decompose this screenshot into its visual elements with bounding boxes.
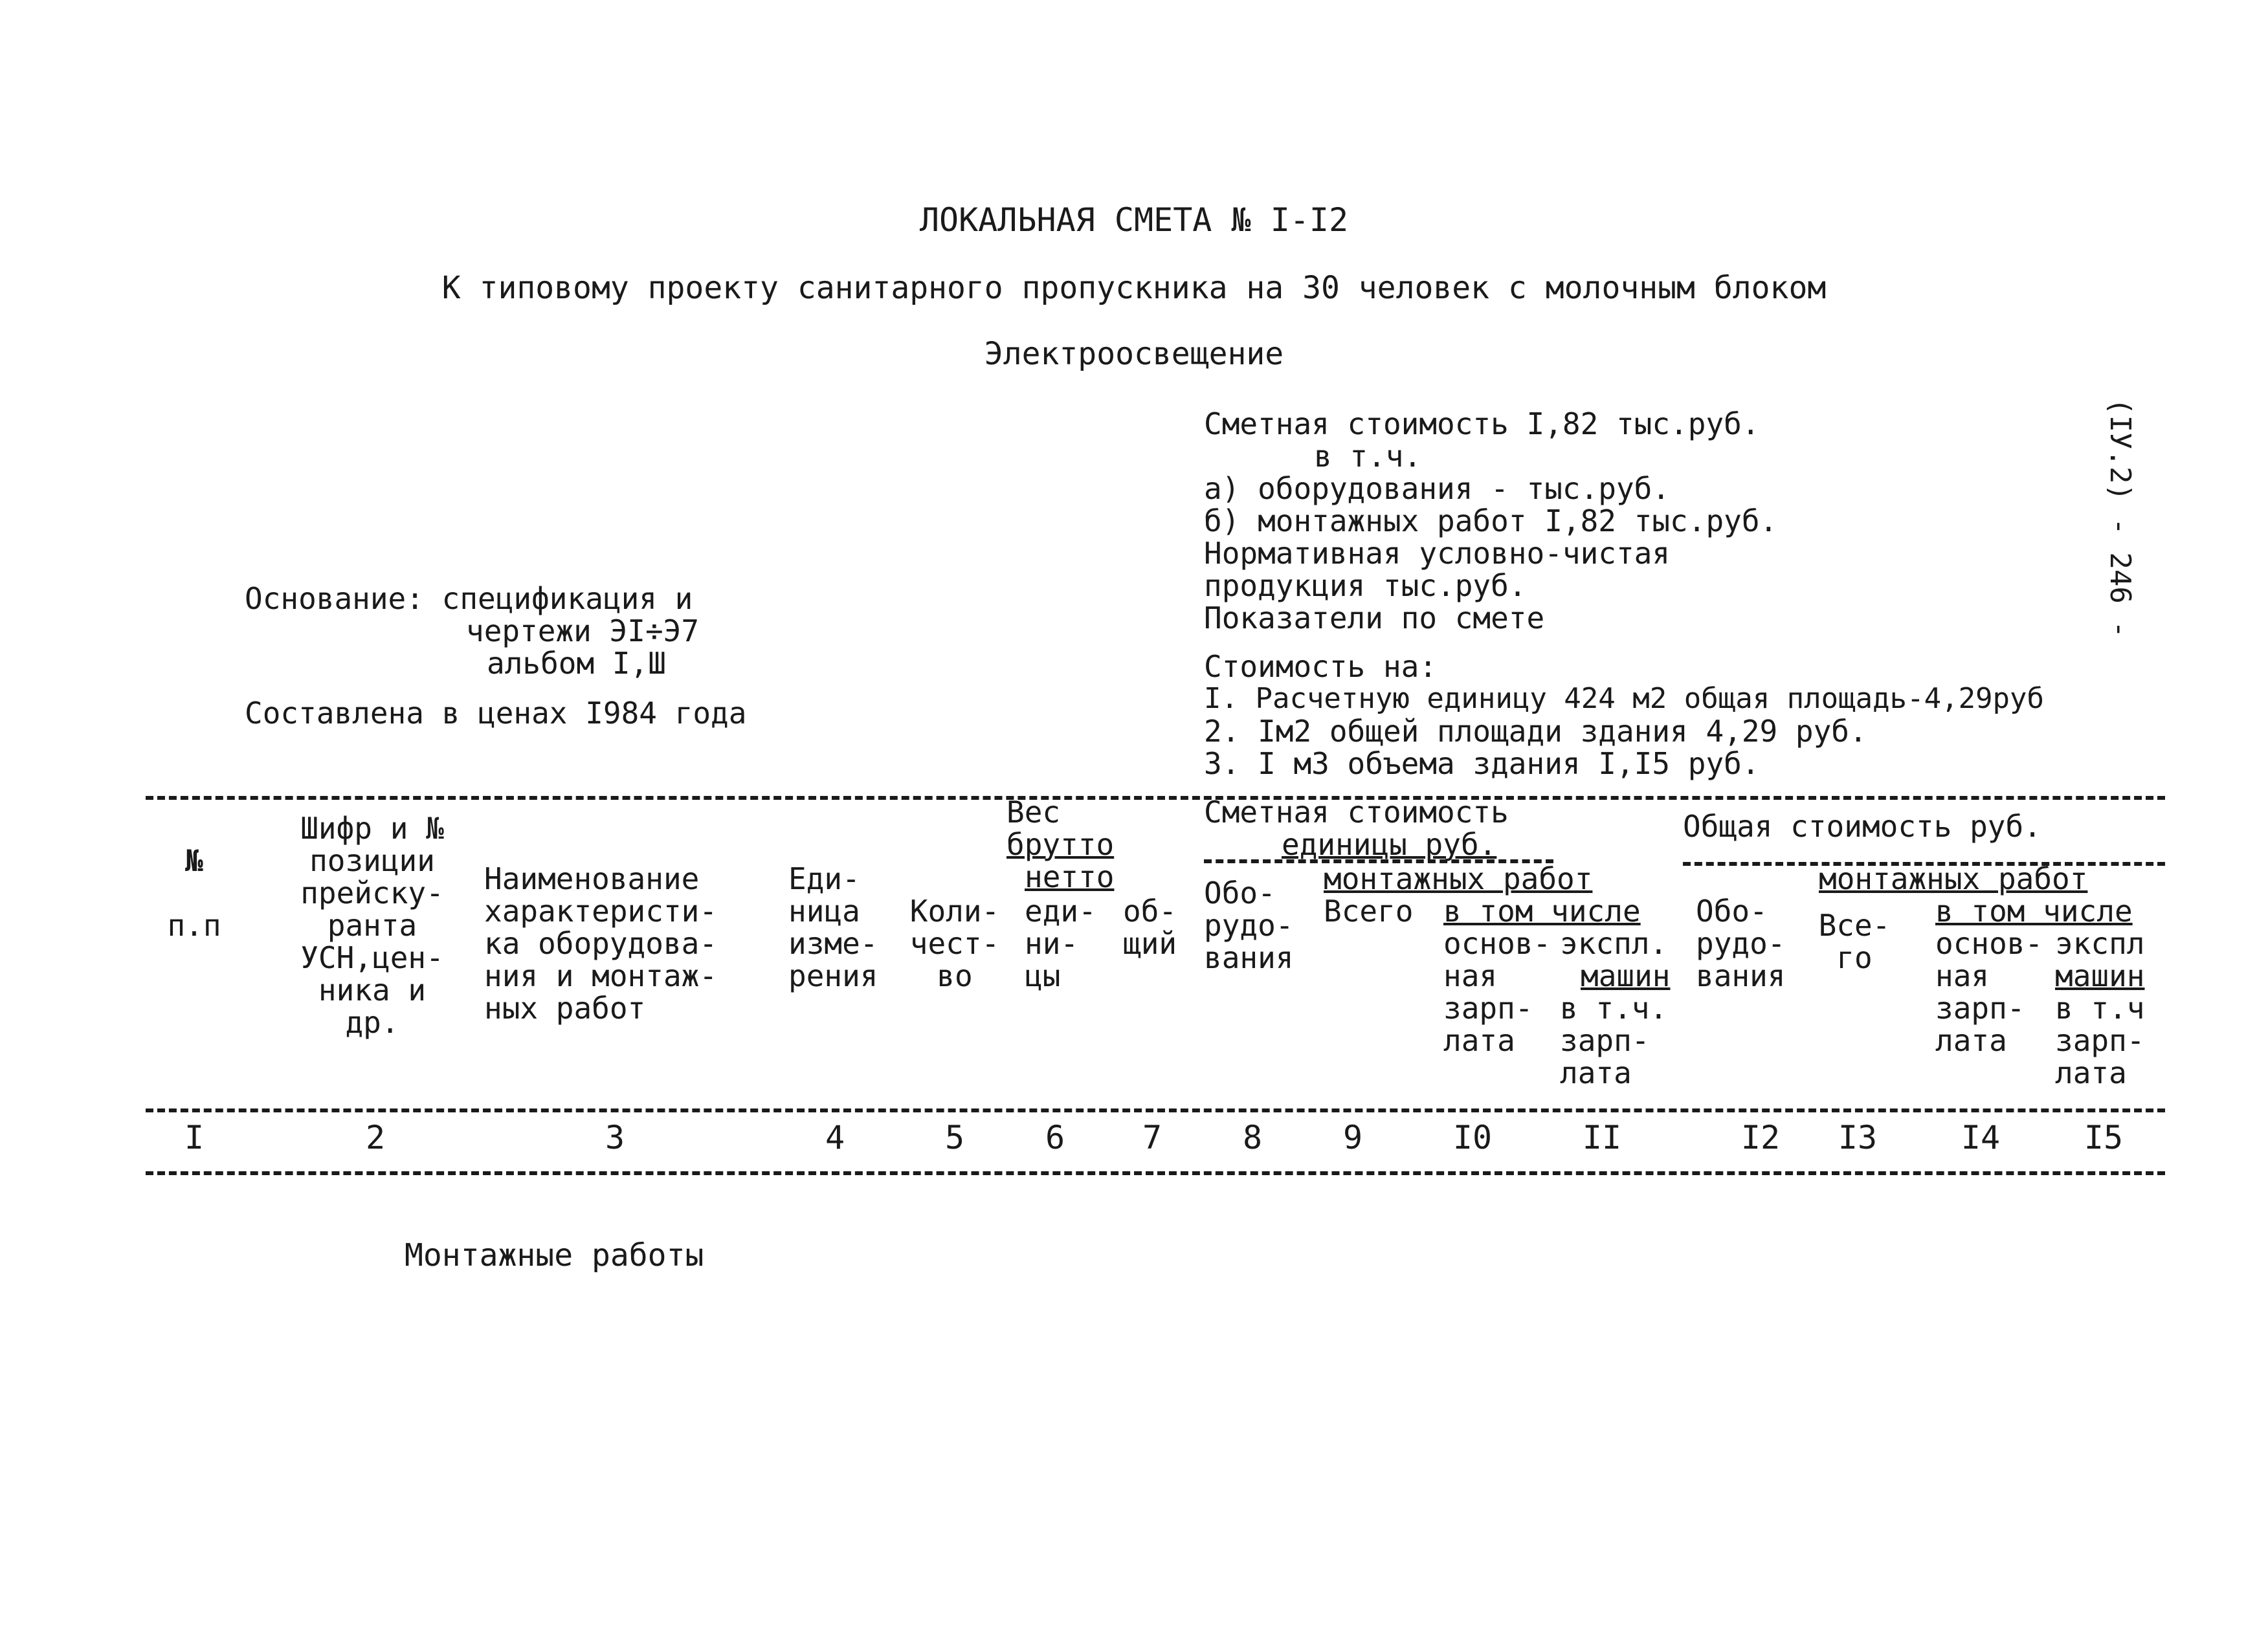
cost-line-5: Нормативная условно-чистая bbox=[1204, 536, 1671, 571]
column-number: I3 bbox=[1838, 1119, 1878, 1156]
cost-line-8: Стоимость на: bbox=[1204, 649, 1438, 684]
column-number: I bbox=[184, 1119, 205, 1156]
column-number: 6 bbox=[1045, 1119, 1065, 1156]
cost-line-11: 3. I м3 объема здания I,I5 руб. bbox=[1204, 746, 1760, 781]
col-3-header: Наименование характеристи- ка оборудова- ния и монтаж- ных работ bbox=[484, 861, 718, 1026]
page-side-label: (IУ.2) - 246 - bbox=[2104, 398, 2137, 638]
col-11-header: экспл. машин в т.ч. зарп- лата bbox=[1560, 926, 1671, 1090]
column-number: 4 bbox=[825, 1119, 845, 1156]
column-number: 7 bbox=[1142, 1119, 1162, 1156]
prices-line: Составлена в ценах I984 года bbox=[245, 696, 747, 731]
montage-header-2: монтажных работ bbox=[1819, 861, 2088, 896]
col-4-header: Еди- ница изме- рения bbox=[788, 861, 878, 993]
weight-header: Вес брутто нетто bbox=[1006, 795, 1115, 894]
basis-line-1: Основание: спецификация и bbox=[245, 581, 693, 616]
cost-line-6: продукция тыс.руб. bbox=[1204, 568, 1527, 603]
column-number: I2 bbox=[1740, 1119, 1781, 1156]
col-15-header: экспл машин в т.ч зарп- лата bbox=[2055, 926, 2145, 1090]
cost-line-9: I. Расчетную единицу 424 м2 общая площадь-4,29руб bbox=[1204, 682, 2045, 715]
col-7-header: об- щий bbox=[1123, 894, 1177, 961]
col-9-header: Всего bbox=[1324, 894, 1414, 929]
section-label: Монтажные работы bbox=[405, 1237, 704, 1274]
document-title: ЛОКАЛЬНАЯ СМЕТА № I-I2 bbox=[919, 201, 1349, 239]
column-number: II bbox=[1582, 1119, 1622, 1156]
column-number: 8 bbox=[1242, 1119, 1263, 1156]
col-12-header: Обо- рудо- вания bbox=[1696, 894, 1786, 993]
col-8-header: Обо- рудо- вания bbox=[1204, 876, 1294, 975]
col-5-header: Коли- чест- во bbox=[909, 894, 1000, 993]
col-2-header: Шифр и № позиции прейску- ранта УСН,цен- ника и др. bbox=[300, 811, 444, 1040]
cost-line-3: а) оборудования - тыс.руб. bbox=[1204, 471, 1671, 506]
column-number: 9 bbox=[1342, 1119, 1363, 1156]
table-header-rule bbox=[146, 1108, 2165, 1112]
incl-header-2: в том числе bbox=[1935, 894, 2133, 929]
col-6-header: еди- ни- цы bbox=[1025, 894, 1096, 993]
column-number: 3 bbox=[605, 1119, 625, 1156]
column-number: I5 bbox=[2084, 1119, 2124, 1156]
basis-line-3: альбом I,Ш bbox=[487, 646, 666, 681]
total-cost-header: Общая стоимость руб. bbox=[1683, 809, 2041, 844]
column-number: I0 bbox=[1452, 1119, 1493, 1156]
incl-header-1: в том числе bbox=[1443, 894, 1641, 929]
col-13-header: Все- го bbox=[1818, 908, 1891, 975]
column-number: 2 bbox=[365, 1119, 386, 1156]
document-subtitle: К типовому проекту санитарного пропускника на 30 человек с молочным блоком bbox=[441, 270, 1827, 306]
cost-line-1: Сметная стоимость I,82 тыс.руб. bbox=[1204, 406, 1760, 441]
section-title: Электроосвещение bbox=[984, 336, 1284, 372]
cost-line-4: б) монтажных работ I,82 тыс.руб. bbox=[1204, 503, 1778, 538]
col-1-header: № п.п bbox=[167, 843, 221, 943]
montage-header-1: монтажных работ bbox=[1324, 861, 1593, 896]
cost-line-2: в т.ч. bbox=[1314, 439, 1422, 474]
column-number: 5 bbox=[944, 1119, 965, 1156]
table-numbers-rule bbox=[146, 1171, 2165, 1175]
column-number: I4 bbox=[1961, 1119, 2001, 1156]
basis-line-2: чертежи ЭI÷Э7 bbox=[466, 613, 700, 648]
col-10-header: основ- ная зарп- лата bbox=[1443, 926, 1551, 1058]
col-14-header: основ- ная зарп- лата bbox=[1935, 926, 2043, 1058]
cost-line-10: 2. Iм2 общей площади здания 4,29 руб. bbox=[1204, 714, 1867, 749]
unit-cost-header: Сметная стоимость единицы руб. bbox=[1204, 795, 1509, 862]
cost-line-7: Показатели по смете bbox=[1204, 601, 1545, 635]
